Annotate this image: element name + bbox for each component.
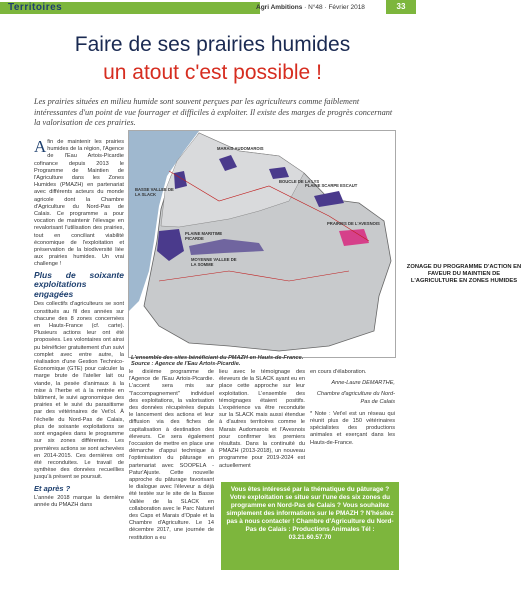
paragraph-elaboration: en cours d'élaboration. xyxy=(310,369,367,375)
map-label-lys: BOUCLE DE LA LYS xyxy=(279,179,320,184)
subheading-exploitations: Plus de soixante exploitations engagées xyxy=(34,269,124,299)
column-3 xyxy=(219,369,305,472)
page-header xyxy=(0,0,425,16)
article-title: Faire de ses prairies humides xyxy=(74,33,351,56)
issue-date: Février 2018 xyxy=(328,4,365,11)
section-title: Territoires xyxy=(8,2,63,13)
map-label-audomarois: MARAIS AUDOMAROIS xyxy=(217,146,264,151)
paragraph-programme: le dixième programme de l'Agence de l'Eau Artois-Picardie. L'accent sera mis sur "l'accompagnement" individuel des exploitations, la valorisation des données récupérées depuis le lancement des actions et leur diffusion via des fiches de capitalisation à destination des éleveurs. Ce sera également l'occasion de mettre en place une démarche d'appui technique à l'optimisation du pâturage en partenariat avec SOOPELA - Patur'Ajuste. Cette nouvelle approche du pâturage favorisant le dialogue avec l'éleveur a déjà été testée sur le site de la Basse Vallée de la SLACK en collaboration avec le Parc Naturel des Caps et Marais d'Opale et la Chambre d'Agriculture. Le 14 décembre 2017, une journée de restitution a eu xyxy=(129,369,214,541)
map-label-avesnois: PRAIRIES DE L'AVESNOIS xyxy=(327,221,380,226)
column-2 xyxy=(129,369,214,544)
map-label-slack: BASSE VALLEE DE LA SLACK xyxy=(135,187,174,197)
column-4 xyxy=(310,369,395,449)
contact-callout: Vous êtes intéressé par la thématique du pâturage ? Votre exploitation se situe sur l'une des six zones du programme en Nord-Pas de Calais ? Vous souhaitez simplement des informations sur le PMAZH ? N'hésitez pas à nous contacter ! Chambre d'Agriculture du Nord-Pas de Calais : Productions Animales Tél : 03.21.60.57.70 xyxy=(221,482,399,570)
page-number: 33 xyxy=(386,0,416,14)
caption-source: Source : Agence de l'Eau Artois-Picardie. xyxy=(131,361,241,368)
map-label-plaine-maritime: PLAINE MARITIME PICARDE xyxy=(185,231,223,241)
caption-line-1: L'ensemble des sites bénéficiant du PMAZH en Hauts-de-France. xyxy=(131,355,304,361)
zone-map xyxy=(128,130,522,358)
intro-paragraph: Afin de maintenir les prairies humides de la région, l'Agence de l'Eau Artois-Picardie cofinance depuis 2013 le Programme de Maintien de l'Agriculture dans les Zones Humides (PMAZH) en partenariat avec différents acteurs du monde agricole dont la Chambre d'Agriculture du Nord-Pas de Calais. Ce programme a pour vocation de maintenir l'élevage en revalorisant l'utilisation des prairies, tout en conciliant viabilité économique de l'exploitation et préservation de la biodiversité liée aux prairies humides. Un vrai challenge ! xyxy=(34,137,124,268)
subheading-et-apres: Et après ? xyxy=(34,483,71,493)
paragraph-temoignages: lieu avec le témoignage des éleveurs de la SLACK ayant eu en place cette approche sur leur exploitation. L'ensemble des témoignages étaient positifs. L'expérience va être reconduite sur la SLACK mais aussi étendue à d'autres territoires comme le Marais Audomarois et l'Avesnois pour confirmer les premiers résultats. Dans la continuité du PMAZH (2013-2018), un nouveau programme pour 2019-2024 est actuellement xyxy=(219,369,305,469)
author-name: Anne-Laure DEMARTHE, xyxy=(331,380,395,387)
issue-info: Agri Ambitions · N°48 · Février 2018 xyxy=(256,4,365,11)
article-lead: Les prairies situées en milieu humide sont souvent perçues par les agriculteurs comme faiblement intéressantes d'un point de vue fourrager et difficiles à exploiter. Il existe des marges de progrès concernant la valorisation de ces prairies. xyxy=(34,97,393,127)
map-caption xyxy=(131,355,393,368)
column-1 xyxy=(34,139,124,511)
paragraph-annee-2018: L'année 2018 marque la dernière année du PMAZH dans xyxy=(34,494,124,508)
article-subtitle: un atout c'est possible ! xyxy=(103,61,322,84)
paragraph-collectifs: Des collectifs d'agriculteurs se sont constitués au fil des années sur chacune des 8 zones concernées en Hauts-France (cf. carte). Plusieurs actions leur ont été proposées. Les volontaires ont ainsi pu bénéficier gratuitement d'un suivi complet avec entre autre, la réalisation d'une Gestion Technico-Économique (GTE) pour calculer la marge brute de l'atelier lait ou viande, la pesée d'animaux à la mise à l'herbe et à la rentrée en bâtiment, le suivi agronomique des prairies et le suivi du parasitisme par des vétérinaires de Vet'ol. À l'échelle du Nord-Pas de Calais, plus de soixante exploitations se sont engagées dans le programme sur six zones différentes. Les premières actions se sont achevées en 2014-2015. Ces dernières ont été reconduites. Le travail de synthèse des données recueillies jusqu'à présent se poursuit. xyxy=(34,301,124,481)
map-graphic xyxy=(129,131,395,357)
map-title: ZONAGE DU PROGRAMME D'ACTION EN FAVEUR DU MAINTIEN DE L'AGRICULTURE EN ZONES HUMIDES xyxy=(406,264,522,284)
issue-number: N°48 xyxy=(308,4,323,11)
map-label-moyenne-vallee: MOYENNE VALLEE DE LA SOMME xyxy=(191,257,237,267)
map-label-scarpe: PLAINE SCARPE ESCAUT xyxy=(305,183,358,188)
footnote: * Note : Vet'el est un réseau qui réunit plus de 150 vétérinaires spécialistes des productions animales et exerçant dans les Hauts-de-France. xyxy=(310,410,395,446)
drop-cap: A xyxy=(34,137,47,156)
author-role: Chambre d'agriculture du Nord-Pas de Calais xyxy=(316,391,395,405)
publication-name: Agri Ambitions xyxy=(256,4,303,11)
